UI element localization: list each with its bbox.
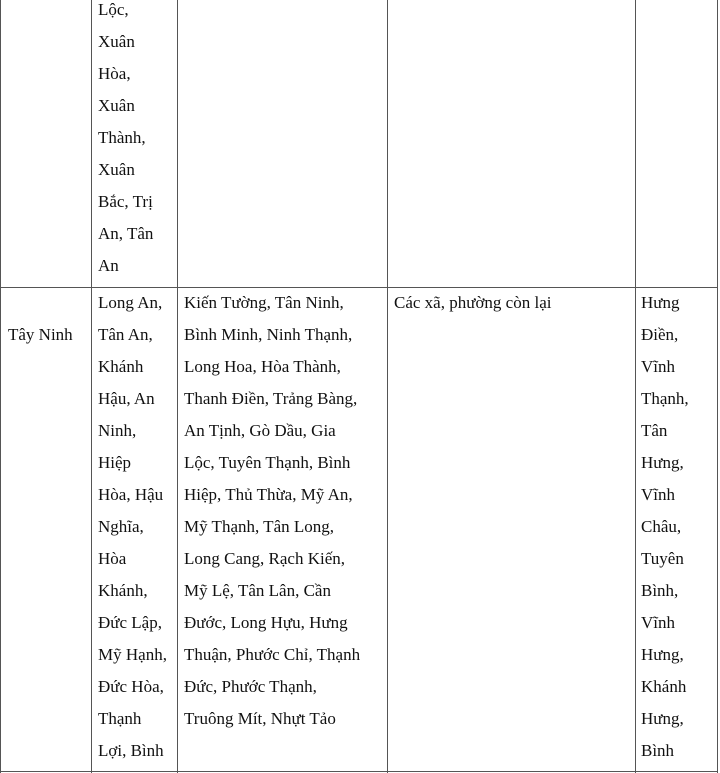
table-border-left bbox=[0, 0, 1, 773]
cell-line: Tân bbox=[641, 421, 668, 440]
cell-line: Khánh, bbox=[98, 581, 148, 600]
cell-line: Thạnh, bbox=[641, 389, 689, 408]
cell-line: Khánh bbox=[641, 677, 687, 696]
cell-line: Xuân bbox=[98, 32, 135, 51]
cell-line: Truông Mít, Nhựt Tảo bbox=[184, 709, 336, 728]
cell-line: Hưng, bbox=[641, 453, 684, 472]
cell-line: Bình bbox=[641, 741, 675, 760]
cell-line: Đức Lập, bbox=[98, 613, 162, 632]
cell-line: Khánh bbox=[98, 357, 144, 376]
table-border-right bbox=[717, 0, 718, 773]
cell-line: Mỹ Thạnh, Tân Long, bbox=[184, 517, 334, 536]
cell-line: Ninh, bbox=[98, 421, 137, 440]
cell-line: Điền, bbox=[641, 325, 679, 344]
cell-line: Tân An, bbox=[98, 325, 153, 344]
cell-line: Châu, bbox=[641, 517, 682, 536]
cell-line: Xuân bbox=[98, 160, 135, 179]
row2-col4-cell bbox=[394, 287, 632, 319]
row2-col2-cell bbox=[98, 287, 176, 767]
cell-line: Xuân bbox=[98, 96, 135, 115]
column-divider bbox=[91, 0, 92, 773]
cell-line: Thuận, Phước Chỉ, Thạnh bbox=[184, 645, 361, 664]
column-divider bbox=[635, 0, 636, 773]
province-cell bbox=[8, 287, 88, 383]
cell-line: Vĩnh bbox=[641, 613, 675, 632]
cell-line: Nghĩa, bbox=[98, 517, 144, 536]
row-divider bbox=[0, 771, 718, 772]
cell-line: An Tịnh, Gò Dầu, Gia bbox=[184, 421, 336, 440]
cell-line: Bình Minh, Ninh Thạnh, bbox=[184, 325, 353, 344]
cell-line: Đức, Phước Thạnh, bbox=[184, 677, 317, 696]
cell-line: Hưng bbox=[641, 293, 680, 312]
cell-line: Vĩnh bbox=[641, 357, 675, 376]
cell-line: Lộc, bbox=[98, 0, 129, 19]
cell-line: Mỹ Hạnh, bbox=[98, 645, 167, 664]
cell-line: Hòa bbox=[98, 549, 127, 568]
cell-line: Kiến Tường, Tân Ninh, bbox=[184, 293, 344, 312]
cell-line: Đức Hòa, bbox=[98, 677, 164, 696]
cell-line: Long Hoa, Hòa Thành, bbox=[184, 357, 341, 376]
cell-line: Mỹ Lệ, Tân Lân, Cần bbox=[184, 581, 331, 600]
cell-line: Tuyên bbox=[641, 549, 684, 568]
cell-line: Bắc, Trị bbox=[98, 192, 153, 211]
row1-col2-cell bbox=[98, 0, 176, 282]
column-divider bbox=[387, 0, 388, 773]
cell-line: An bbox=[98, 256, 119, 275]
row2-col5-cell bbox=[641, 287, 716, 767]
cell-line: Long An, bbox=[98, 293, 163, 312]
cell-line: An, Tân bbox=[98, 224, 154, 243]
cell-line: Thanh Điền, Trảng Bàng, bbox=[184, 389, 358, 408]
cell-line: Hiệp bbox=[98, 453, 132, 472]
cell-line: Long Cang, Rạch Kiến, bbox=[184, 549, 345, 568]
cell-line: Bình, bbox=[641, 581, 679, 600]
cell-line: Hiệp, Thủ Thừa, Mỹ An, bbox=[184, 485, 353, 504]
cell-line: Thạnh bbox=[98, 709, 142, 728]
cell-line: Vĩnh bbox=[641, 485, 675, 504]
province-name: Tây Ninh bbox=[8, 325, 73, 344]
row2-col3-cell bbox=[184, 287, 384, 735]
cell-line: Hưng, bbox=[641, 645, 684, 664]
column-divider bbox=[177, 0, 178, 773]
cell-line: Các xã, phường còn lại bbox=[394, 293, 552, 312]
cell-line: Thành, bbox=[98, 128, 146, 147]
cell-line: Đước, Long Hựu, Hưng bbox=[184, 613, 348, 632]
cell-line: Hưng, bbox=[641, 709, 684, 728]
cell-line: Hậu, An bbox=[98, 389, 155, 408]
cell-line: Lợi, Bình bbox=[98, 741, 164, 760]
cell-line: Hòa, Hậu bbox=[98, 485, 164, 504]
cell-line: Hòa, bbox=[98, 64, 131, 83]
cell-line: Lộc, Tuyên Thạnh, Bình bbox=[184, 453, 351, 472]
